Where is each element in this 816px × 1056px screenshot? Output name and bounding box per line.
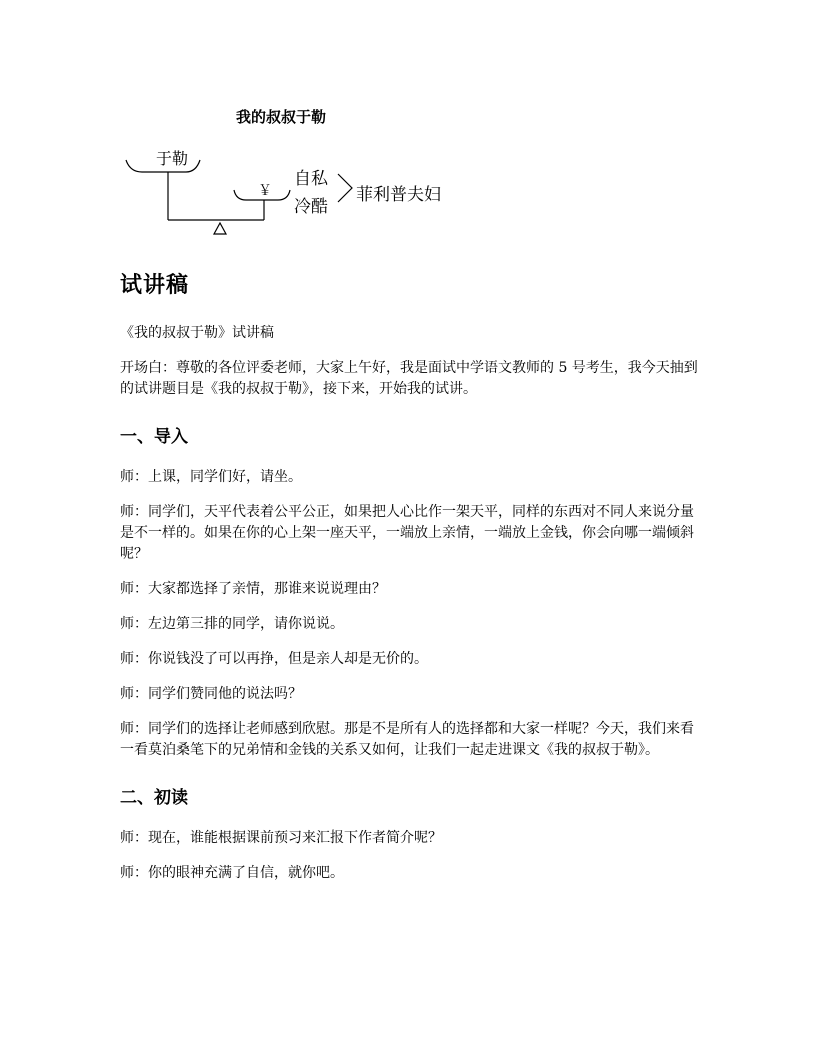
diagram-title: 我的叔叔于勒 [236,108,327,126]
paragraph: 师：大家都选择了亲情，那谁来说说理由？ [120,581,386,597]
paragraph: 师：现在，谁能根据课前预习来汇报下作者简介呢？ [120,830,442,846]
diagram-label-jules: 于勒 [156,149,189,168]
paragraph: 师：同学们的选择让老师感到欣慰。那是不是所有人的选择都和大家一样呢？今天，我们来看一看莫泊桑笔下的兄弟情和金钱的关系又如何，让我们一起走进课文《我的叔叔于勒》。 [120,721,694,758]
paragraph: 师：同学们赞同他的说法吗？ [120,686,302,702]
diagram-trait-selfish: 自私 [294,169,328,189]
section-heading-intro: 一、导入 [120,427,188,447]
document-subtitle: 《我的叔叔于勒》试讲稿 [120,325,274,341]
money-symbol-icon: ￥ [258,183,272,199]
paragraph: 师：上课，同学们好，请坐。 [120,469,302,485]
paragraph: 师：你的眼神充满了自信，就你吧。 [120,865,344,881]
document-title: 试讲稿 [120,273,190,298]
blackboard-diagram [116,100,476,250]
diagram-couple-label: 菲利普夫妇 [356,185,441,205]
paragraph: 师：同学们，天平代表着公平公正，如果把人心比作一架天平，同样的东西对不同人来说分量是不一样的。如果在你的心上架一座天平，一端放上亲情，一端放上金钱，你会向哪一端倾斜呢？ [120,504,694,562]
section-heading-first-reading: 二、初读 [120,788,188,808]
diagram-trait-cold: 冷酷 [294,197,328,217]
paragraph: 师：你说钱没了可以再挣，但是亲人却是无价的。 [120,651,428,667]
document-body [120,268,700,898]
paragraph: 师：左边第三排的同学，请你说说。 [120,616,344,632]
opening-paragraph: 开场白：尊敬的各位评委老师，大家上午好，我是面试中学语文教师的 5 号考生，我今天抽到的试讲题目是《我的叔叔于勒》，接下来，开始我的试讲。 [120,360,698,397]
